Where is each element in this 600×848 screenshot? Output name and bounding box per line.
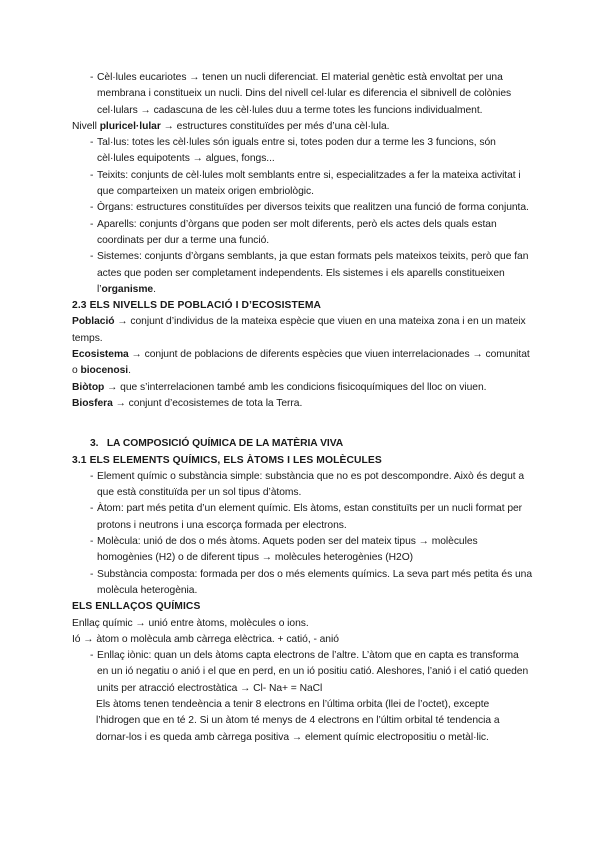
- definition-io: Ió → àtom o molècula amb càrrega elèctrica. + catió, - anió: [72, 633, 339, 645]
- list-item: [72, 567, 532, 600]
- definition-text-end: .: [128, 365, 131, 377]
- list-item: [72, 249, 532, 298]
- list-item-text: Element químic o substància simple: substància que no es pot descompondre. Això és degut a que està constituïda per un sol tipus d’àtoms.: [97, 470, 525, 499]
- definition-biotop: [72, 380, 532, 396]
- list-item: [72, 534, 532, 567]
- section-number: 3.: [90, 438, 99, 450]
- list-item-text: Enllaç iònic: quan un dels àtoms capta electrons de l’altre. L’àtom que en capta es transforma en un ió negatiu o anió i el que en perd, en un ió positiu catió. Aleshores, l’anió i el catió queden units per atracció electrostàtica → Cl- Na+ = NaCl: [97, 650, 529, 694]
- list-item: [72, 648, 532, 697]
- definition-biosfera: [72, 396, 532, 412]
- list-item-text-end: .: [153, 283, 156, 295]
- list-item-text: Aparells: conjunts d’òrgans que poden ser molt diferents, però els actes dels quals estan coordinats per dur a terme una funció.: [97, 218, 497, 246]
- definition-poblacio: [72, 314, 532, 347]
- spacer: [72, 412, 532, 436]
- list-item-text: Sistemes: conjunts d’òrgans semblants, ja que estan formats pels mateixos teixits, però que fan actes que poden ser completament independents. Els sistemes i els aparells constitueixen l’: [97, 251, 529, 295]
- term: Biosfera: [72, 397, 113, 409]
- list-item: [72, 217, 532, 250]
- section-heading-3: [72, 436, 532, 452]
- list-item-text: Òrgans: estructures constituïdes per diversos teixits que realitzen una funció de forma conjunta.: [97, 202, 529, 214]
- intro-suffix: → estructures constituïdes per més d’una cèl·lula.: [160, 120, 390, 132]
- list-item-text: Cèl·lules eucariotes → tenen un nucli diferenciat. El material genètic està envoltat per una membrana i constitueix un nucli. Dins del nivell cel·lular es diferencia el sibnivell de colònies cel·lulars → cadascuna de les cèl·lules duu a terme totes les funcions individualment.: [97, 72, 512, 116]
- list-item: [72, 168, 532, 201]
- list-item-text: Molècula: unió de dos o més àtoms. Aquets poden ser del mateix tipus → molècules homogènies (H2) o de diferent tipus → molècules heterogènies (H2O): [97, 536, 478, 564]
- section-heading-enllacos: ELS ENLLAÇOS QUÍMICS: [72, 601, 201, 613]
- list-item: [72, 469, 532, 502]
- intro-prefix: Nivell: [72, 120, 100, 132]
- definition-text: → conjunt de poblacions de diferents espècies que viuen interrelacionades → comunitat o: [72, 349, 530, 377]
- list-item: [72, 200, 532, 216]
- term: Ecosistema: [72, 349, 129, 361]
- list-item: [72, 70, 532, 119]
- definition-enllac: Enllaç químic → unió entre àtoms, molècules o ions.: [72, 617, 309, 629]
- ionic-continuation: Els àtoms tenen tendeència a tenir 8 electrons en l’última orbita (llei de l’octet), excepte l’hidrogen que en té 2. Si un àtom té menys de 4 electrons en l’últim orbital té tendencia a dornar-los i es queda amb càrrega positiva → element químic electropositiu o metàl·lic.: [96, 698, 500, 743]
- section-heading-text: LA COMPOSICIÓ QUÍMICA DE LA MATÈRIA VIVA: [106, 438, 344, 450]
- list-item: [72, 135, 532, 168]
- pluricellular-term: pluricel·lular: [99, 120, 161, 132]
- pluricellular-list: [72, 135, 532, 298]
- term: Biòtop: [72, 381, 105, 393]
- definition-text: → conjunt d’individus de la mateixa espècie que viuen en una mateixa zona i en un mateix temps.: [72, 316, 526, 344]
- chemistry-list: [72, 469, 532, 599]
- eucariotes-list: [72, 70, 532, 119]
- list-item-text: Teixits: conjunts de cèl·lules molt semblants entre si, especialitzades a fer la mateixa activitat i que comparteixen un mateix origen embriològic.: [97, 169, 521, 198]
- list-item: [72, 501, 532, 534]
- biocenosi-term: biocenosi: [80, 365, 129, 377]
- term: Població: [72, 316, 115, 328]
- list-item-text: Àtom: part més petita d’un element químic. Els àtoms, estan constituïts per un nucli format per protons i neutrons i una escorça formada per electrons.: [97, 503, 523, 531]
- definition-text: → que s’interrelacionen també amb les condicions fisicoquímiques del lloc on viuen.: [104, 381, 487, 393]
- section-heading-2-3: 2.3 ELS NIVELLS DE POBLACIÓ I D’ECOSISTEMA: [72, 300, 322, 312]
- organisme-term: organisme: [101, 283, 154, 295]
- definition-text: → conjunt d’ecosistemes de tota la Terra.: [112, 397, 303, 409]
- list-item-text: Tal·lus: totes les cèl·lules són iguals entre si, totes poden dur a terme les 3 funcions, són cèl·lules equipotents → algues, fongs...: [97, 137, 496, 165]
- list-item-text: Substància composta: formada per dos o més elements químics. La seva part més petita és una molècula heterogènia.: [97, 568, 533, 596]
- definition-ecosistema: [72, 347, 532, 380]
- pluricellular-intro: [72, 119, 532, 135]
- bond-list: [72, 648, 532, 697]
- document-body: [72, 70, 532, 746]
- section-heading-3-1: 3.1 ELS ELEMENTS QUÍMICS, ELS ÀTOMS I LES MOLÈCULES: [72, 454, 382, 466]
